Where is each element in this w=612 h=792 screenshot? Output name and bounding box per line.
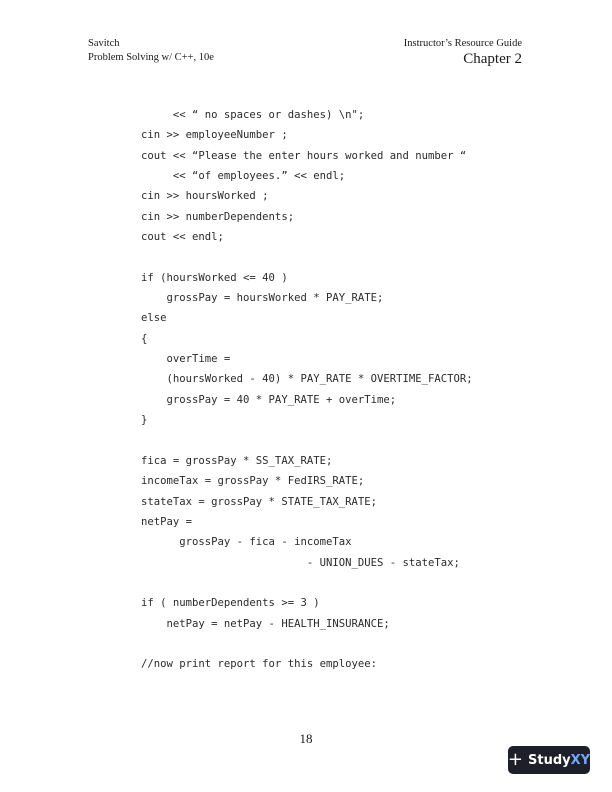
code-line: if (hoursWorked <= 40 ) [141,271,288,284]
code-line: cin >> numberDependents; [141,210,295,223]
page-number: 18 [299,731,313,746]
code-line: stateTax = grossPay * STATE_TAX_RATE; [141,495,377,508]
code-line: cout << endl; [141,231,224,244]
code-line: if ( numberDependents >= 3 ) [141,597,320,610]
code-line: << “ no spaces or dashes) \n"; [141,109,365,121]
code-line: grossPay = 40 * PAY_RATE + overTime; [141,393,397,406]
code-line: //now print report for this employee: [141,658,377,671]
code-line: - UNION_DUES - stateTax; [141,556,460,569]
code-line: grossPay - fica - incomeTax [141,536,352,549]
header-right [404,37,522,68]
code-line: cin >> employeeNumber ; [141,129,288,142]
code-line: else [141,312,167,325]
code-line [141,573,473,593]
studyxy-badge[interactable] [508,746,590,774]
code-line: netPay = [141,515,193,528]
chapter-label: Chapter 2 [463,51,522,67]
code-line: fica = grossPay * SS_TAX_RATE; [141,454,333,467]
code-line: cout << “Please the enter hours worked and number “ [141,149,467,162]
author-name: Savitch [88,38,120,49]
code-line: netPay = netPay - HEALTH_INSURANCE; [141,617,390,630]
code-block [141,105,473,675]
code-line: } [141,414,148,427]
plus-icon: + [507,749,524,770]
book-title: Problem Solving w/ C++, 10e [88,52,214,63]
code-line [141,431,473,451]
header-left [88,37,214,65]
code-line: << “of employees.” << endl; [141,170,346,183]
code-line [141,247,473,267]
code-line: (hoursWorked - 40) * PAY_RATE * OVERTIME_FACTOR; [141,373,473,386]
badge-label [528,753,590,768]
code-line: grossPay = hoursWorked * PAY_RATE; [141,292,384,305]
code-line [141,634,473,654]
badge-text-main: Study [528,752,571,768]
code-line: { [141,332,148,345]
code-line: incomeTax = grossPay * FedIRS_RATE; [141,475,365,488]
code-line: cin >> hoursWorked ; [141,190,269,203]
badge-text-accent: XY [570,752,591,768]
code-line: overTime = [141,353,231,366]
guide-title: Instructor’s Resource Guide [403,38,522,49]
